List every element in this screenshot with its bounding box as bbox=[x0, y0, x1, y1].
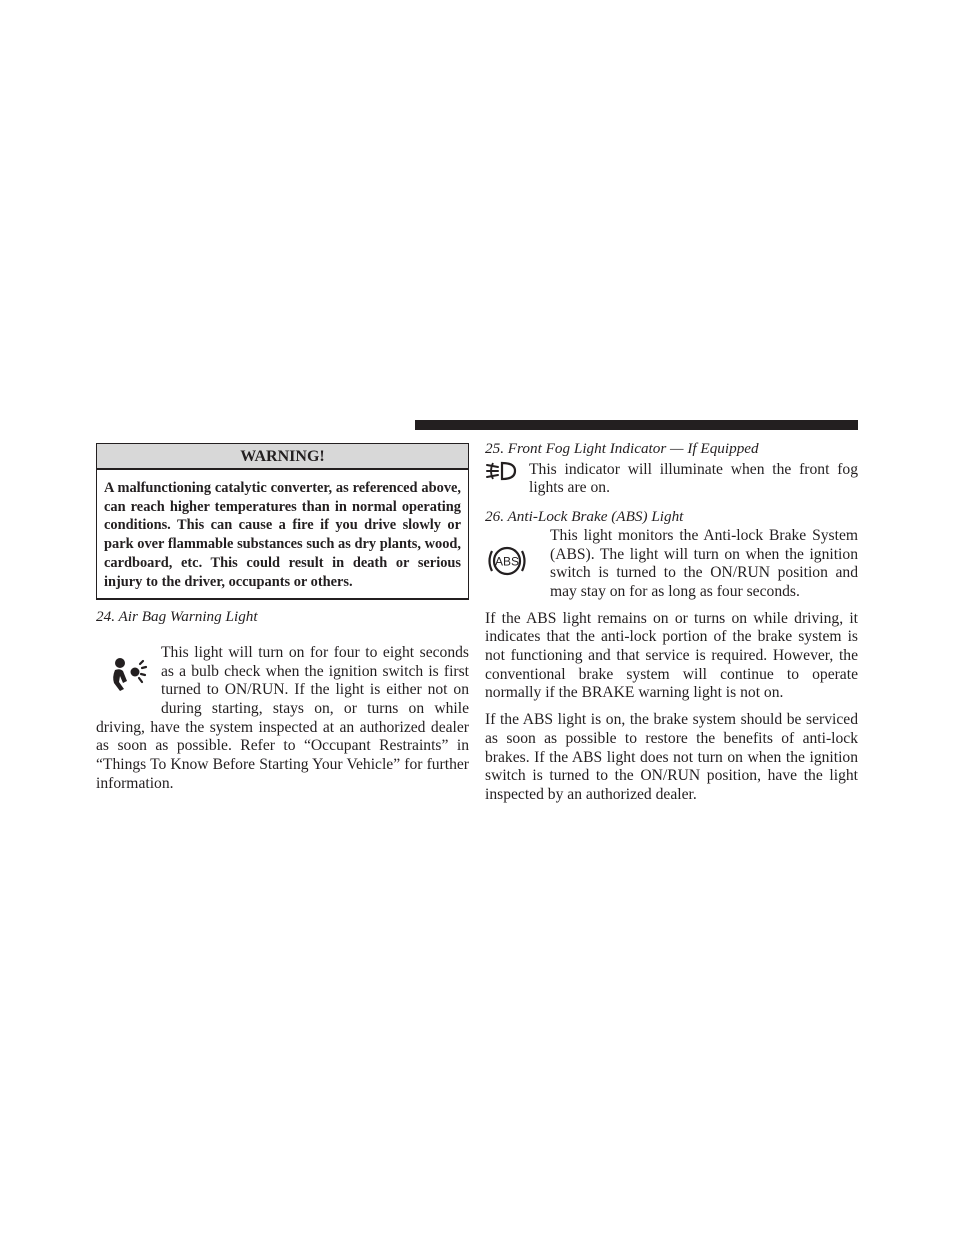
airbag-warning-icon bbox=[96, 646, 161, 702]
svg-text:ABS: ABS bbox=[494, 554, 520, 569]
airbag-item bbox=[96, 644, 469, 794]
warning-box bbox=[96, 443, 469, 600]
abs-item bbox=[485, 527, 858, 602]
fog-item-title: 25. Front Fog Light Indicator — If Equipped bbox=[485, 440, 759, 457]
fog-item-text: This indicator will illuminate when the front fog lights are on. bbox=[529, 460, 858, 497]
section-header-bar bbox=[415, 420, 858, 430]
abs-item-text: This light monitors the Anti-lock Brake System (ABS). The light will turn on when the ignition switch is turned to the ON/RUN position and may stay on for as long as four seconds. bbox=[550, 526, 858, 600]
fog-item bbox=[485, 461, 858, 498]
abs-paragraph-2: If the ABS light remains on or turns on while driving, it indicates that the anti-lock portion of the brake system is not functioning and that service is required. However, the conventional brake system will continue to operate normally if the BRAKE warning light is not on. bbox=[485, 609, 858, 702]
abs-paragraph-3: If the ABS light is on, the brake system should be serviced as soon as possible to restore the benefits of anti-lock brakes. If the ABS light does not turn on when the ignition switch is turned to the ON/RUN position, have the light inspected by an authorized dealer. bbox=[485, 711, 858, 803]
left-column bbox=[96, 443, 469, 794]
airbag-item-title: 24. Air Bag Warning Light bbox=[96, 608, 258, 626]
front-fog-light-icon bbox=[485, 461, 529, 481]
warning-title: WARNING! bbox=[97, 444, 468, 470]
warning-body: A malfunctioning catalytic converter, as referenced above, can reach higher temperatures than in normal operating conditions. This can cause a fire if you drive slowly or park over flammable substances such as dry plants, wood, cardboard, etc. This could result in death or serious injury to the driver, occupants or others. bbox=[104, 480, 461, 590]
abs-item-title: 26. Anti-Lock Brake (ABS) Light bbox=[485, 508, 684, 526]
right-column bbox=[485, 440, 858, 805]
abs-light-icon bbox=[485, 527, 550, 595]
airbag-item-text: This light will turn on for four to eight seconds as a bulb check when the ignition switch is first turned to ON/RUN. If the light is either not on during starting, stays on, or turns on while driving, have the system inspected at an authorized dealer as soon as possible. Refer to “Occupant Restraints” in “Things To Know Before Starting Your Vehicle” for further information. bbox=[96, 643, 469, 792]
